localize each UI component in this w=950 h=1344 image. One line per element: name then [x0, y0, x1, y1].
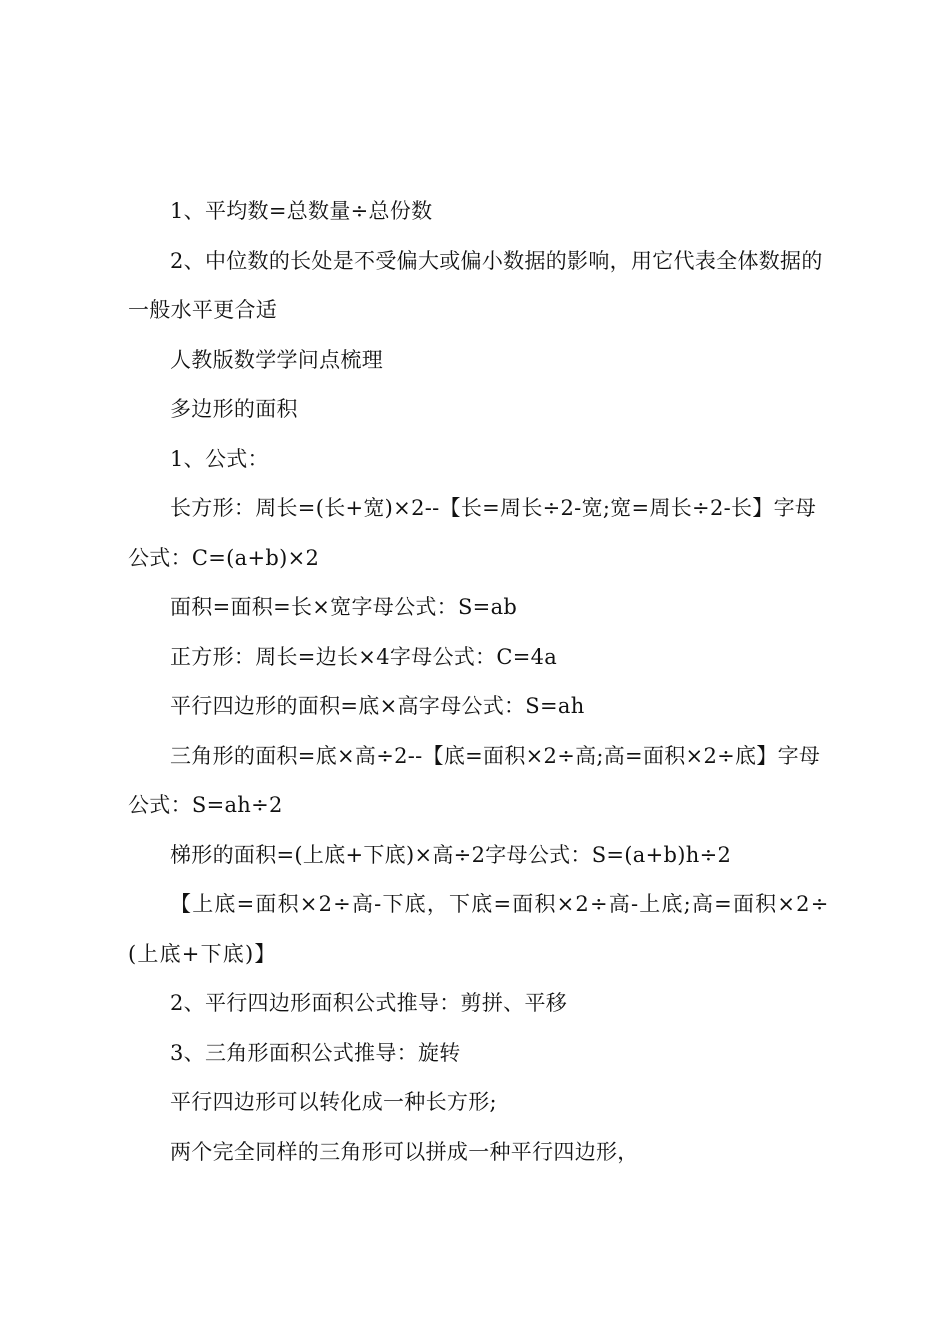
paragraph-triangle-derivation: 3、三角形面积公式推导：旋转 — [170, 1040, 461, 1065]
paragraph-trapezoid-derived: 【上底=面积×2÷高-下底，下底=面积×2÷高-上底;高=面积×2÷(上底+下底)】 — [128, 892, 830, 966]
paragraph-section-title: 人教版数学学问点梳理 — [170, 347, 383, 372]
paragraph-average-formula: 1、平均数=总数量÷总份数 — [170, 199, 433, 223]
paragraph-rectangle-area: 面积=面积=长×宽字母公式：S=ab — [170, 595, 518, 619]
paragraph-trapezoid-area: 梯形的面积=(上底+下底)×高÷2字母公式：S=(a+b)h÷2 — [170, 842, 732, 867]
paragraph-triangle-area: 三角形的面积=底×高÷2--【底=面积×2÷高;高=面积×2÷底】字母公式：S=ah÷2 — [128, 743, 821, 817]
paragraph-rectangle-perimeter: 长方形：周长=(长+宽)×2--【长=周长÷2-宽;宽=周长÷2-长】字母公式：C=(a+b)×2 — [128, 496, 817, 570]
document-body — [128, 187, 832, 1177]
paragraph-two-triangles: 两个完全同样的三角形可以拼成一种平行四边形， — [170, 1139, 639, 1164]
paragraph-median-advantage: 2、中位数的长处是不受偏大或偏小数据的影响，用它代表全体数据的一般水平更合适 — [128, 248, 823, 322]
paragraph-parallelogram-derivation: 2、平行四边形面积公式推导：剪拼、平移 — [170, 991, 568, 1015]
paragraph-formula-heading: 1、公式： — [170, 446, 269, 471]
paragraph-polygon-area-heading: 多边形的面积 — [170, 397, 298, 421]
paragraph-parallelogram-area: 平行四边形的面积=底×高字母公式：S=ah — [170, 694, 585, 718]
paragraph-parallelogram-to-rectangle: 平行四边形可以转化成一种长方形; — [170, 1090, 497, 1114]
paragraph-square-perimeter: 正方形：周长=边长×4字母公式：C=4a — [170, 644, 558, 669]
